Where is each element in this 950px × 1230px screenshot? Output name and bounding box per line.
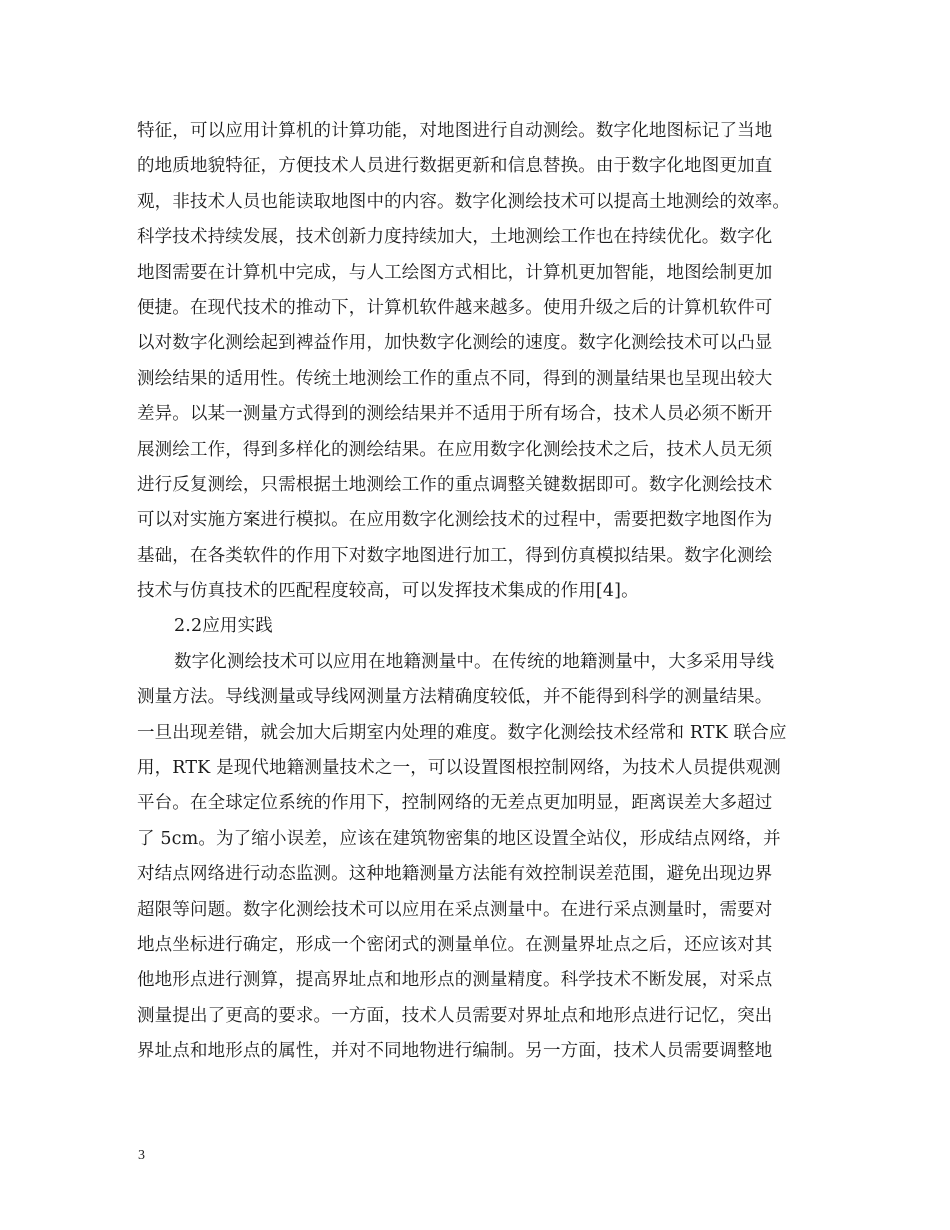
text-line: 进行反复测绘，只需根据土地测绘工作的重点调整关键数据即可。数字化测绘技术	[137, 474, 773, 495]
text-line: 超限等问题。数字化测绘技术可以应用在采点测量中。在进行采点测量时，需要对	[137, 899, 773, 920]
text-line: 可以对实施方案进行模拟。在应用数字化测绘技术的过程中，需要把数字地图作为	[137, 510, 773, 531]
section-heading: 2.2应用实践	[174, 616, 273, 637]
page-number: 3	[138, 1148, 145, 1163]
text-line: 测量提出了更高的要求。一方面，技术人员需要对界址点和地形点进行记忆，突出	[137, 1005, 773, 1026]
text-line: 地图需要在计算机中完成，与人工绘图方式相比，计算机更加智能，地图绘制更加	[137, 262, 773, 283]
text-line: 技术与仿真技术的匹配程度较高，可以发挥技术集成的作用[4]。	[137, 581, 639, 602]
text-line: 平台。在全球定位系统的作用下，控制网络的无差点更加明显，距离误差大多超过	[137, 793, 773, 814]
text-line: 数字化测绘技术可以应用在地籍测量中。在传统的地籍测量中，大多采用导线	[174, 651, 775, 672]
text-line: 一旦出现差错，就会加大后期室内处理的难度。数字化测绘技术经常和 RTK 联合应	[137, 722, 787, 743]
text-line: 以对数字化测绘起到裨益作用，加快数字化测绘的速度。数字化测绘技术可以凸显	[137, 333, 773, 354]
text-line: 他地形点进行测算，提高界址点和地形点的测量精度。科学技术不断发展，对采点	[137, 970, 773, 991]
text-line: 差异。以某一测量方式得到的测绘结果并不适用于所有场合，技术人员必须不断开	[137, 404, 773, 425]
text-line: 地点坐标进行确定，形成一个密闭式的测量单位。在测量界址点之后，还应该对其	[137, 934, 773, 955]
text-line: 特征，可以应用计算机的计算功能，对地图进行自动测绘。数字化地图标记了当地	[137, 121, 773, 141]
text-line: 基础，在各类软件的作用下对数字地图进行加工，得到仿真模拟结果。数字化测绘	[137, 545, 773, 566]
text-line: 观，非技术人员也能读取地图中的内容。数字化测绘技术可以提高土地测绘的效率。	[137, 191, 791, 212]
text-line: 展测绘工作，得到多样化的测绘结果。在应用数字化测绘技术之后，技术人员无须	[137, 439, 773, 460]
text-line: 用，RTK 是现代地籍测量技术之一，可以设置图根控制网络，为技术人员提供观测	[137, 758, 781, 779]
text-line: 对结点网络进行动态监测。这种地籍测量方法能有效控制误差范围，避免出现边界	[137, 864, 773, 885]
text-line: 测绘结果的适用性。传统土地测绘工作的重点不同，得到的测量结果也呈现出较大	[137, 368, 773, 389]
text-line: 测量方法。导线测量或导线网测量方法精确度较低，并不能得到科学的测量结果。	[137, 687, 773, 708]
text-line: 科学技术持续发展，技术创新力度持续加大，土地测绘工作也在持续优化。数字化	[137, 227, 773, 248]
text-line: 界址点和地形点的属性，并对不同地物进行编制。另一方面，技术人员需要调整地	[137, 1041, 773, 1062]
body-text	[137, 114, 827, 1070]
text-line: 的地质地貌特征，方便技术人员进行数据更新和信息替换。由于数字化地图更加直	[137, 156, 773, 177]
text-line: 便捷。在现代技术的推动下，计算机软件越来越多。使用升级之后的计算机软件可	[137, 297, 773, 318]
text-line: 了 5cm。为了缩小误差，应该在建筑物密集的地区设置全站仪，形成结点网络，并	[137, 828, 781, 849]
